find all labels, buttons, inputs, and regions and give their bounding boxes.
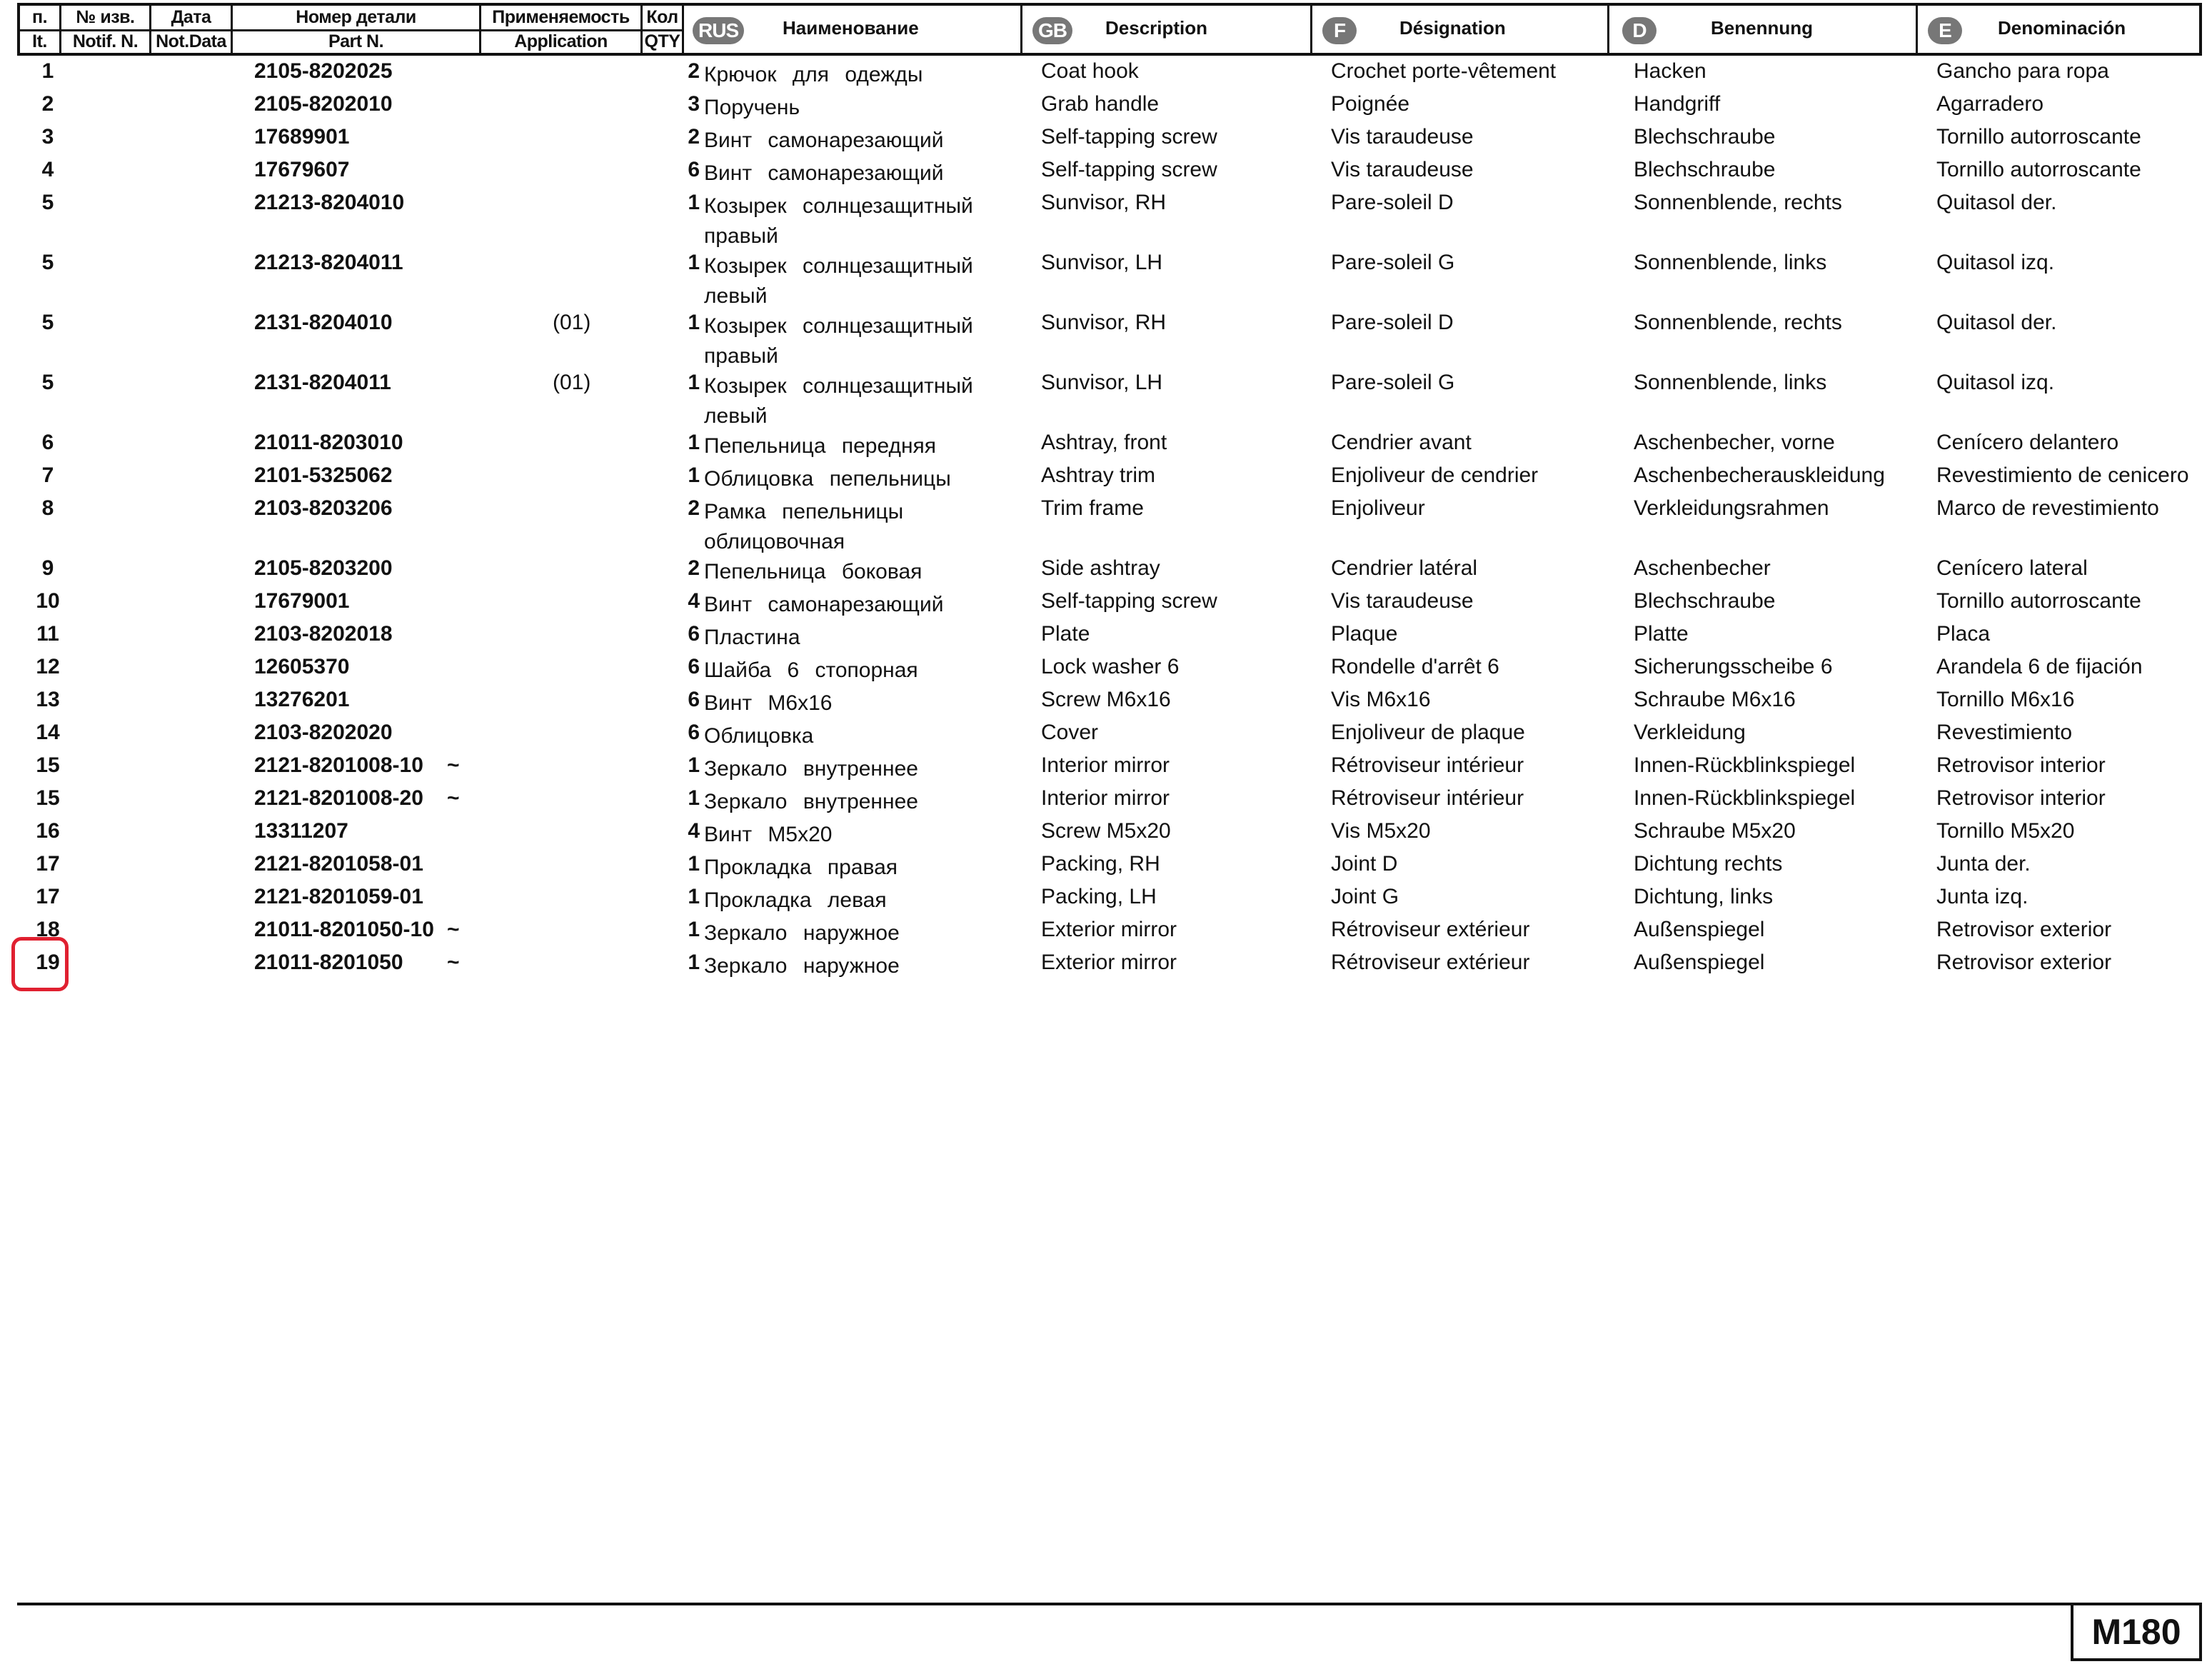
denominacion-es: Tornillo autorroscante [1936,158,2141,181]
description-gb: Cover [1041,721,1099,744]
part-number: 21011-8201050 [254,951,403,974]
denominacion-es: Cenícero delantero [1936,431,2119,454]
part-number: 2103-8202018 [254,622,393,646]
benennung-de: Innen-Rückblinkspiegel [1634,786,1856,810]
name-rus: Козырек солнцезащитный левый [704,254,973,308]
designation-fr: Plaque [1331,622,1398,646]
name-rus: Зеркало внутреннее [704,790,918,813]
item-number: 9 [41,556,54,580]
description-gb: Self-tapping screw [1041,589,1217,613]
header-part-ru: Номер детали [233,6,479,31]
benennung-de: Sonnenblende, links [1634,371,1827,394]
table-row [17,370,2202,430]
part-number: 2131-8204011 [254,371,391,394]
description-gb: Exterior mirror [1041,918,1177,941]
quantity: 1 [688,251,700,274]
designation-fr: Vis taraudeuse [1331,589,1474,613]
name-rus: Козырек солнцезащитный правый [704,194,973,248]
name-rus: Козырек солнцезащитный левый [704,374,973,428]
denominacion-es: Agarradero [1936,92,2044,116]
description-gb: Screw M5x20 [1041,819,1171,843]
name-rus: Прокладка правая [704,856,898,879]
quantity: 1 [688,431,700,454]
quantity: 1 [688,753,700,777]
header-lang-rus-label: Наименование [783,17,919,39]
quantity: 3 [688,92,700,116]
benennung-de: Verkleidungsrahmen [1634,496,1829,520]
name-rus: Зеркало внутреннее [704,757,918,781]
name-rus: Прокладка левая [704,888,887,912]
quantity: 1 [688,191,700,214]
header-lang-de-label: Benennung [1711,17,1813,39]
quantity: 6 [688,721,700,744]
table-row [17,884,2202,917]
application: (01) [553,311,591,334]
description-gb: Sunvisor, RH [1041,191,1167,214]
item-number: 19 [36,951,60,974]
header-qty-en: QTY [644,31,680,51]
name-rus: Зеркало наружное [704,954,900,978]
designation-fr: Vis taraudeuse [1331,125,1474,149]
benennung-de: Verkleidung [1634,721,1746,744]
quantity: 1 [688,786,700,810]
benennung-de: Sonnenblende, links [1634,251,1827,274]
table-row [17,753,2202,786]
item-number: 17 [36,852,60,876]
item-number: 17 [36,885,60,908]
description-gb: Screw M6x16 [1041,688,1171,711]
benennung-de: Außenspiegel [1634,918,1765,941]
name-rus: Облицовка пепельницы [704,467,951,491]
denominacion-es: Tornillo autorroscante [1936,589,2141,613]
name-rus: Шайба 6 стопорная [704,658,918,682]
description-gb: Ashtray, front [1041,431,1167,454]
header-lang-de [1609,6,1918,53]
part-number: 17679001 [254,589,350,613]
tilde-mark: ~ [447,951,460,974]
name-rus: Крючок для одежды [704,63,923,86]
name-rus: Винт М6х16 [704,691,833,715]
item-number: 13 [36,688,60,711]
designation-fr: Rondelle d'arrêt 6 [1331,655,1499,678]
denominacion-es: Cenícero lateral [1936,556,2088,580]
denominacion-es: Retrovisor interior [1936,753,2106,777]
designation-fr: Enjoliveur de plaque [1331,721,1525,744]
quantity: 2 [688,496,700,520]
quantity: 4 [688,589,700,613]
table-row [17,687,2202,720]
description-gb: Trim frame [1041,496,1144,520]
part-number: 2105-8203200 [254,556,393,580]
item-number: 5 [41,371,54,394]
denominacion-es: Tornillo M5x20 [1936,819,2075,843]
quantity: 1 [688,852,700,876]
description-gb: Ashtray trim [1041,463,1156,487]
header-notif [61,6,151,53]
part-number: 12605370 [254,655,350,678]
header-application-ru: Применяемость [481,6,640,31]
benennung-de: Sonnenblende, rechts [1634,311,1842,334]
table-row [17,588,2202,621]
header-part-number [233,6,481,53]
quantity: 1 [688,918,700,941]
part-number: 2105-8202025 [254,59,393,83]
table-row [17,430,2202,463]
part-number: 21011-8201050-10 [254,918,434,941]
benennung-de: Blechschraube [1634,589,1776,613]
highlight-box [11,937,69,991]
denominacion-es: Arandela 6 de fijación [1936,655,2143,678]
rus-badge-icon: RUS [693,17,744,44]
denominacion-es: Gancho para ropa [1936,59,2109,83]
header-notif-ru: № изв. [61,6,149,31]
quantity: 1 [688,311,700,334]
denominacion-es: Junta izq. [1936,885,2028,908]
designation-fr: Rétroviseur intérieur [1331,786,1524,810]
part-number: 2131-8204010 [254,311,393,334]
denominacion-es: Revestimiento de cenicero [1936,463,2189,487]
table-row [17,950,2202,983]
header-lang-fr [1312,6,1609,53]
benennung-de: Aschenbecherauskleidung [1634,463,1885,487]
table-row [17,818,2202,851]
name-rus: Рамка пепельницы облицовочная [704,500,904,553]
es-badge-icon: E [1928,17,1962,44]
denominacion-es: Marco de revestimiento [1936,496,2159,520]
description-gb: Interior mirror [1041,753,1170,777]
fr-badge-icon: F [1322,17,1357,44]
designation-fr: Crochet porte-vêtement [1331,59,1557,83]
description-gb: Exterior mirror [1041,951,1177,974]
quantity: 1 [688,885,700,908]
designation-fr: Rétroviseur extérieur [1331,918,1530,941]
description-gb: Sunvisor, LH [1041,251,1163,274]
benennung-de: Blechschraube [1634,125,1776,149]
denominacion-es: Tornillo M6x16 [1936,688,2075,711]
header-date-en: Not.Data [156,31,226,51]
header-part-en: Part N. [328,31,384,51]
table-row [17,496,2202,556]
table-row [17,654,2202,687]
table-row [17,851,2202,884]
part-number: 21213-8204010 [254,191,405,214]
designation-fr: Joint D [1331,852,1398,876]
description-gb: Packing, LH [1041,885,1157,908]
part-number: 2121-8201008-10 [254,753,423,777]
header-application-en: Application [514,31,608,51]
designation-fr: Cendrier avant [1331,431,1472,454]
header-qty-ru: Кол [643,6,682,31]
item-number: 5 [41,311,54,334]
table-row [17,157,2202,190]
denominacion-es: Retrovisor interior [1936,786,2106,810]
denominacion-es: Tornillo autorroscante [1936,125,2141,149]
designation-fr: Vis taraudeuse [1331,158,1474,181]
header-date [151,6,233,53]
description-gb: Coat hook [1041,59,1139,83]
designation-fr: Pare-soleil G [1331,371,1455,394]
part-number: 2121-8201008-20 [254,786,423,810]
header-application [481,6,643,53]
item-number: 4 [41,158,54,181]
table-row [17,190,2202,250]
item-number: 3 [41,125,54,149]
item-number: 15 [36,753,60,777]
benennung-de: Dichtung rechts [1634,852,1783,876]
quantity: 6 [688,688,700,711]
name-rus: Винт самонарезающий [704,129,944,152]
item-number: 7 [41,463,54,487]
item-number: 14 [36,721,60,744]
description-gb: Sunvisor, LH [1041,371,1163,394]
table-row [17,59,2202,91]
denominacion-es: Quitasol izq. [1936,371,2055,394]
part-number: 2121-8201058-01 [254,852,423,876]
item-number: 5 [41,251,54,274]
header-lang-es-label: Denominación [1998,17,2126,39]
table-row [17,250,2202,310]
parts-table [17,59,2202,983]
description-gb: Interior mirror [1041,786,1170,810]
item-number: 12 [36,655,60,678]
benennung-de: Handgriff [1634,92,1721,116]
header-qty [643,6,684,53]
tilde-mark: ~ [447,918,460,941]
designation-fr: Pare-soleil D [1331,191,1454,214]
table-row [17,556,2202,588]
item-number: 6 [41,431,54,454]
part-number: 17679607 [254,158,350,181]
description-gb: Sunvisor, RH [1041,311,1167,334]
header-lang-gb-label: Description [1105,17,1208,39]
table-row [17,621,2202,654]
part-number: 2121-8201059-01 [254,885,423,908]
part-number: 21213-8204011 [254,251,403,274]
description-gb: Self-tapping screw [1041,125,1217,149]
benennung-de: Sicherungsscheibe 6 [1634,655,1833,678]
header-item-en: It. [32,31,47,51]
tilde-mark: ~ [447,786,460,810]
part-number: 17689901 [254,125,350,149]
table-row [17,463,2202,496]
name-rus: Винт самонарезающий [704,593,944,616]
designation-fr: Joint G [1331,885,1399,908]
item-number: 15 [36,786,60,810]
part-number: 2101-5325062 [254,463,393,487]
quantity: 6 [688,655,700,678]
denominacion-es: Junta der. [1936,852,2031,876]
quantity: 2 [688,556,700,580]
header-date-ru: Дата [151,6,231,31]
name-rus: Поручень [704,96,800,119]
benennung-de: Schraube M5x20 [1634,819,1796,843]
header-item [20,6,61,53]
part-number: 13276201 [254,688,350,711]
description-gb: Plate [1041,622,1090,646]
quantity: 1 [688,371,700,394]
designation-fr: Vis M6x16 [1331,688,1431,711]
header-notif-en: Notif. N. [72,31,139,51]
quantity: 4 [688,819,700,843]
designation-fr: Enjoliveur [1331,496,1425,520]
denominacion-es: Retrovisor exterior [1936,918,2112,941]
name-rus: Облицовка [704,724,814,748]
name-rus: Козырек солнцезащитный правый [704,314,973,368]
denominacion-es: Retrovisor exterior [1936,951,2112,974]
table-row [17,917,2202,950]
table-row [17,720,2202,753]
header-lang-es [1918,6,2199,53]
item-number: 8 [41,496,54,520]
part-number: 2103-8202020 [254,721,393,744]
description-gb: Packing, RH [1041,852,1160,876]
denominacion-es: Placa [1936,622,1991,646]
designation-fr: Pare-soleil G [1331,251,1455,274]
item-number: 5 [41,191,54,214]
description-gb: Side ashtray [1041,556,1160,580]
part-number: 2105-8202010 [254,92,393,116]
table-row [17,310,2202,370]
header-item-ru: п. [20,6,59,31]
application: (01) [553,371,591,394]
designation-fr: Pare-soleil D [1331,311,1454,334]
designation-fr: Enjoliveur de cendrier [1331,463,1539,487]
tilde-mark: ~ [447,753,460,777]
quantity: 1 [688,951,700,974]
header-lang-fr-label: Désignation [1399,17,1506,39]
quantity: 6 [688,622,700,646]
footer-divider [17,1603,2202,1605]
table-row [17,786,2202,818]
benennung-de: Sonnenblende, rechts [1634,191,1842,214]
de-badge-icon: D [1622,17,1657,44]
benennung-de: Aschenbecher [1634,556,1771,580]
denominacion-es: Quitasol der. [1936,191,2057,214]
description-gb: Grab handle [1041,92,1160,116]
quantity: 1 [688,463,700,487]
item-number: 10 [36,589,60,613]
item-number: 1 [41,59,54,83]
name-rus: Винт М5х20 [704,823,833,846]
table-row [17,91,2202,124]
name-rus: Пепельница передняя [704,434,937,458]
header-lang-gb [1022,6,1312,53]
item-number: 16 [36,819,60,843]
part-number: 2103-8203206 [254,496,393,520]
designation-fr: Rétroviseur extérieur [1331,951,1530,974]
benennung-de: Aschenbecher, vorne [1634,431,1835,454]
designation-fr: Vis M5x20 [1331,819,1431,843]
item-number: 2 [41,92,54,116]
denominacion-es: Quitasol der. [1936,311,2057,334]
benennung-de: Platte [1634,622,1689,646]
item-number: 11 [36,622,59,646]
quantity: 2 [688,59,700,83]
benennung-de: Hacken [1634,59,1706,83]
designation-fr: Rétroviseur intérieur [1331,753,1524,777]
denominacion-es: Revestimiento [1936,721,2073,744]
header-lang-rus [684,6,1022,53]
benennung-de: Blechschraube [1634,158,1776,181]
gb-badge-icon: GB [1032,17,1072,44]
description-gb: Lock washer 6 [1041,655,1180,678]
quantity: 2 [688,125,700,149]
part-number: 21011-8203010 [254,431,403,454]
description-gb: Self-tapping screw [1041,158,1217,181]
denominacion-es: Quitasol izq. [1936,251,2055,274]
benennung-de: Innen-Rückblinkspiegel [1634,753,1856,777]
name-rus: Пепельница боковая [704,560,922,583]
table-header [17,3,2202,56]
benennung-de: Dichtung, links [1634,885,1774,908]
page-number: M180 [2071,1603,2202,1661]
table-row [17,124,2202,157]
benennung-de: Außenspiegel [1634,951,1765,974]
quantity: 6 [688,158,700,181]
name-rus: Зеркало наружное [704,921,900,945]
designation-fr: Poignée [1331,92,1410,116]
name-rus: Винт самонарезающий [704,161,944,185]
name-rus: Пластина [704,626,800,649]
designation-fr: Cendrier latéral [1331,556,1478,580]
part-number: 13311207 [254,819,348,843]
benennung-de: Schraube M6x16 [1634,688,1796,711]
item-number: 18 [36,918,60,941]
